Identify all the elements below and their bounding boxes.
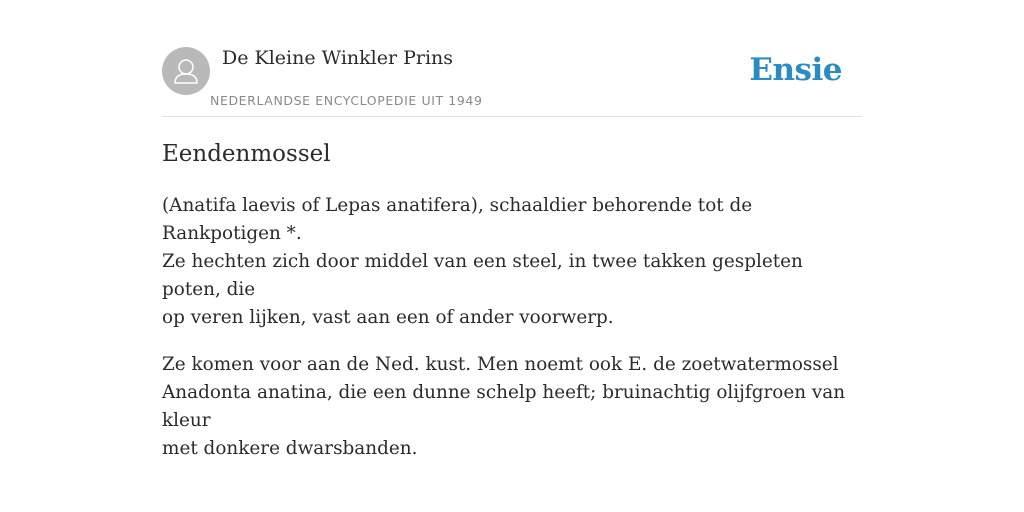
article-card	[162, 0, 862, 512]
paragraph-line: met donkere dwarsbanden.	[162, 438, 418, 459]
paragraph-line: Ze hechten zich door middel van een steel, in twee takken gespleten poten, die	[162, 251, 803, 300]
source-subtitle: NEDERLANDSE ENCYCLOPEDIE UIT 1949	[210, 93, 483, 108]
article-body	[162, 192, 862, 482]
author-name[interactable]: De Kleine Winkler Prins	[222, 47, 454, 69]
paragraph	[162, 351, 862, 463]
page-title: Eendenmossel	[162, 141, 331, 167]
paragraph-line: op veren lijken, vast aan een of ander voorwerp.	[162, 307, 614, 328]
paragraph-line: Anadonta anatina, die een dunne schelp heeft; bruinachtig olijfgroen van kleur	[162, 382, 846, 431]
brand-logo[interactable]: Ensie	[749, 52, 842, 88]
header	[162, 46, 862, 117]
paragraph-line: Ze komen voor aan de Ned. kust. Men noemt ook E. de zoetwatermossel	[162, 354, 839, 375]
paragraph	[162, 192, 862, 332]
avatar[interactable]	[162, 47, 210, 95]
user-icon	[162, 47, 210, 95]
paragraph-line: (Anatifa laevis of Lepas anatifera), schaaldier behorende tot de Rankpotigen *.	[162, 195, 753, 244]
